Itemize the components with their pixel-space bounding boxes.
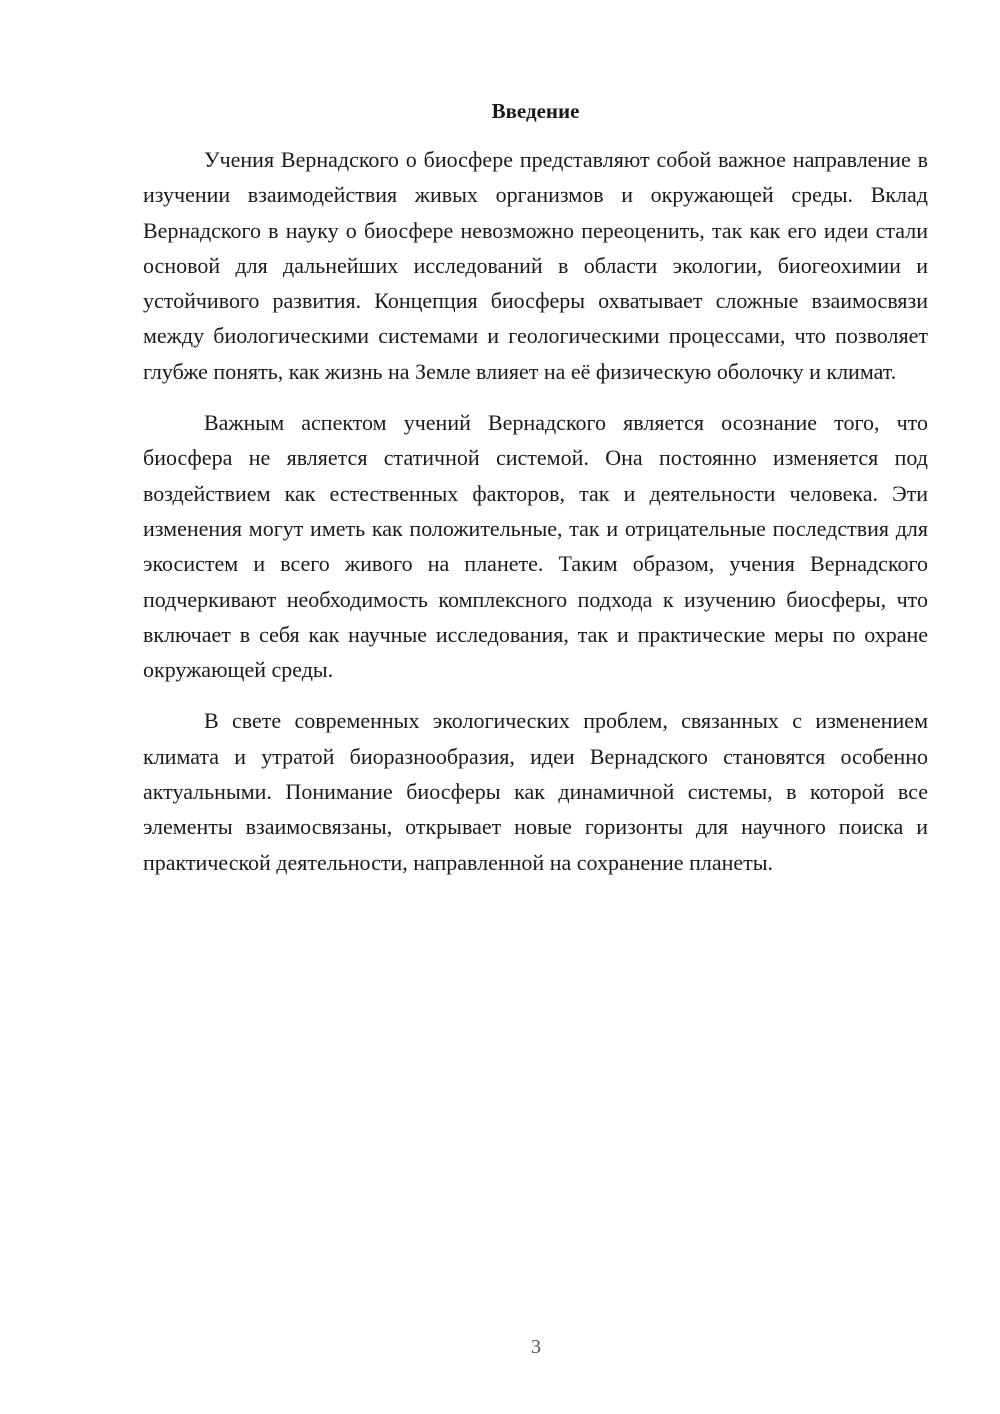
paragraph-1: Учения Вернадского о биосфере представляют собой важное направление в изучении взаимодействия живых организмов и окружающей среды. Вклад Вернадского в науку о биосфере невозможно переоценить, так как его идеи стали основой для дальнейших исследований в области экологии, биогеохимии и устойчивого развития. Концепция биосферы охватывает сложные взаимосвязи между биологическими системами и геологическими процессами, что позволяет глубже понять, как жизнь на Земле влияет на её физическую оболочку и климат. — [143, 147, 928, 384]
section-title: Введение — [491, 99, 580, 123]
paragraph-2: Важным аспектом учений Вернадского является осознание того, что биосфера не является статичной системой. Она постоянно изменяется под воздействием как естественных факторов, так и деятельности человека. Эти изменения могут иметь как положительные, так и отрицательные последствия для экосистем и всего живого на планете. Таким образом, учения Вернадского подчеркивают необходимость комплексного подхода к изучению биосферы, что включает в себя как научные исследования, так и практические меры по охране окружающей среды. — [143, 410, 928, 683]
paragraph-3: В свете современных экологических проблем, связанных с изменением климата и утратой биоразнообразия, идеи Вернадского становятся особенно актуальными. Понимание биосферы как динамичной системы, в которой все элементы взаимосвязаны, открывает новые горизонты для научного поиска и практической деятельности, направленной на сохранение планеты. — [143, 708, 928, 875]
page-number: 3 — [531, 1336, 541, 1358]
document-body — [143, 142, 928, 880]
